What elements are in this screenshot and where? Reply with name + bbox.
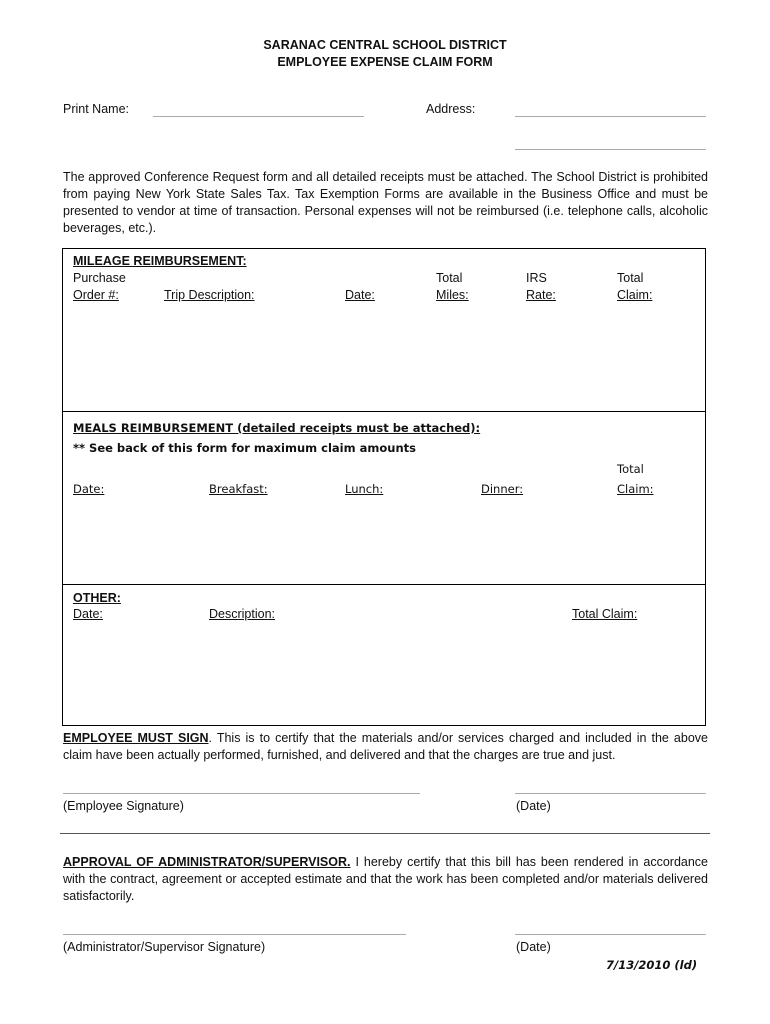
- meals-col-lunch: Lunch:: [345, 482, 384, 496]
- revision-stamp: 7/13/2010 (ld): [606, 958, 698, 972]
- employee-signature-label: (Employee Signature): [63, 799, 184, 813]
- employee-sign-heading: EMPLOYEE MUST SIGN: [63, 731, 209, 745]
- mileage-col-trip: Trip Description:: [164, 288, 255, 302]
- mileage-col-date: Date:: [345, 288, 375, 302]
- meals-col-date: Date:: [73, 482, 105, 496]
- district-title: SARANAC CENTRAL SCHOOL DISTRICT: [263, 38, 507, 52]
- approval-text: I hereby certify that this bill has been rendered in accordance with the contract, agreement or accepted estimate and that the work has been completed and/or materials delivered satisfactorily.: [63, 855, 708, 903]
- address-field-line2[interactable]: [515, 149, 706, 150]
- supervisor-signature-field[interactable]: [63, 934, 406, 935]
- approval-certification: [63, 854, 708, 905]
- print-name-label: Print Name:: [63, 102, 129, 116]
- mileage-section: [62, 248, 706, 412]
- supervisor-date-label: (Date): [516, 940, 551, 954]
- meals-note: ** See back of this form for maximum claim amounts: [73, 441, 416, 455]
- meals-col-total: Claim:: [617, 482, 654, 496]
- mileage-col-miles-line1: Total: [436, 271, 463, 285]
- employee-sign-text: . This is to certify that the materials and/or services charged and included in the above claim have been actually performed, furnished, and delivered and that the charges are true and just.: [63, 731, 708, 762]
- meals-heading: MEALS REIMBURSEMENT (detailed receipts must be attached):: [73, 421, 481, 435]
- employee-signature-field[interactable]: [63, 793, 420, 794]
- instructions-paragraph: The approved Conference Request form and all detailed receipts must be attached. The School District is prohibited from paying New York State Sales Tax. Tax Exemption Forms are available in the Business Office and must be presented to vendor at time of transaction. Personal expenses will not be reimbursed (i.e. telephone calls, alcoholic beverages, etc.).: [63, 170, 708, 235]
- meals-col-breakfast: Breakfast:: [209, 482, 268, 496]
- other-col-description: Description:: [209, 607, 275, 621]
- print-name-field[interactable]: [153, 116, 364, 117]
- other-heading: OTHER:: [73, 591, 121, 605]
- mileage-col-po: Order #:: [73, 288, 119, 302]
- address-field-line1[interactable]: [515, 116, 706, 117]
- supervisor-signature-label: (Administrator/Supervisor Signature): [63, 940, 266, 954]
- other-section: [62, 584, 706, 726]
- meals-col-dinner: Dinner:: [481, 482, 524, 496]
- employee-date-field[interactable]: [515, 793, 706, 794]
- other-col-date: Date:: [73, 607, 103, 621]
- mileage-col-claim-line1: Total: [617, 271, 644, 285]
- mileage-col-miles: Miles:: [436, 288, 469, 302]
- mileage-heading: MILEAGE REIMBURSEMENT:: [73, 254, 247, 268]
- meals-section: [62, 411, 706, 585]
- form-title: EMPLOYEE EXPENSE CLAIM FORM: [277, 55, 493, 69]
- supervisor-date-field[interactable]: [515, 934, 706, 935]
- meals-col-total-line1: Total: [617, 462, 644, 476]
- mileage-col-po-line1: Purchase: [73, 271, 126, 285]
- mileage-col-rate: Rate:: [526, 288, 556, 302]
- section-divider: [60, 833, 710, 834]
- mileage-col-claim: Claim:: [617, 288, 653, 302]
- approval-heading: APPROVAL OF ADMINISTRATOR/SUPERVISOR.: [63, 855, 351, 869]
- mileage-col-rate-line1: IRS: [526, 271, 547, 285]
- address-label: Address:: [426, 102, 476, 116]
- other-col-total: Total Claim:: [572, 607, 638, 621]
- employee-certification: [63, 730, 708, 764]
- employee-date-label: (Date): [516, 799, 551, 813]
